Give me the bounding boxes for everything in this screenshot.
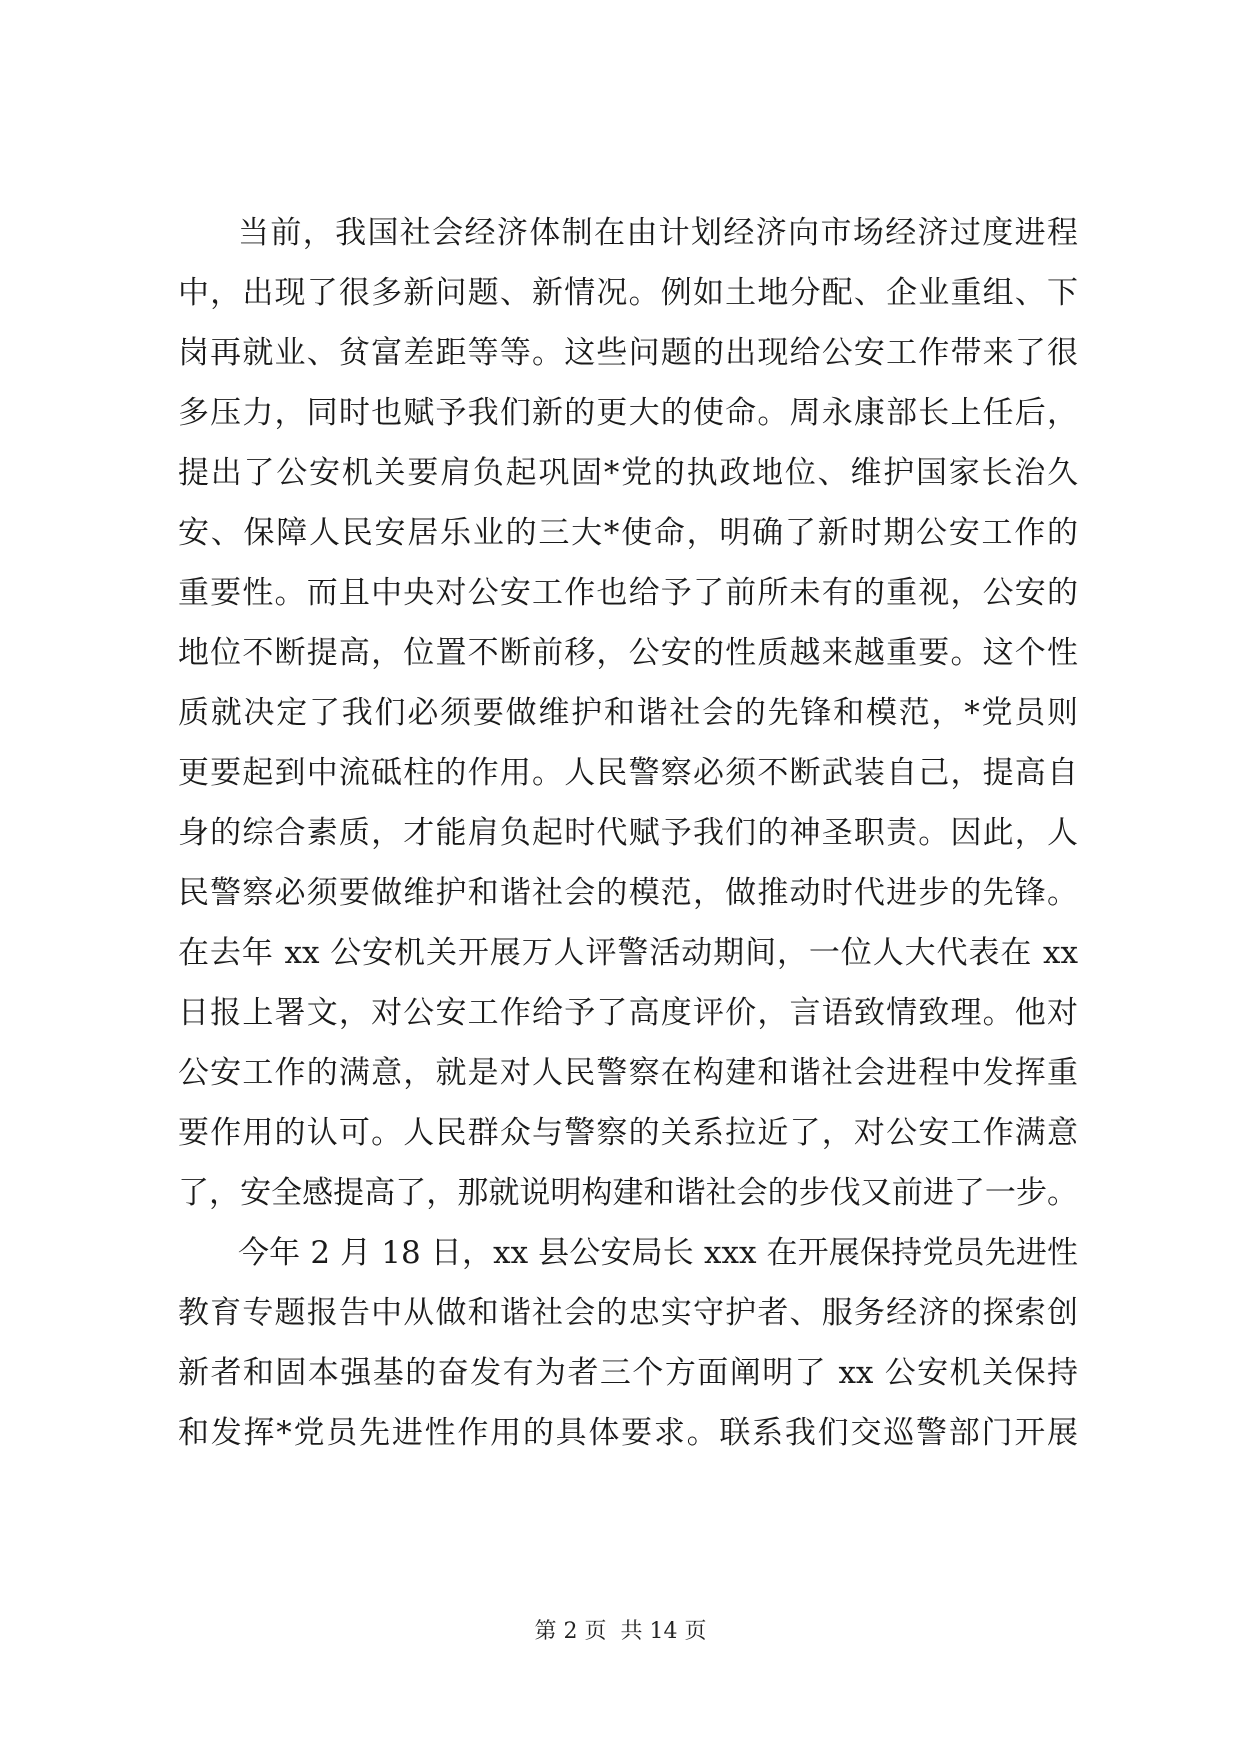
paragraph-line: 安、保障人民安居乐业的三大*使命，明确了新时期公安工作的 bbox=[178, 515, 1078, 551]
paragraph-line: 更要起到中流砥柱的作用。人民警察必须不断武装自己，提高自 bbox=[178, 755, 1078, 791]
paragraph-line: 公安工作的满意，就是对人民警察在构建和谐社会进程中发挥重 bbox=[178, 1055, 1078, 1091]
paragraph-line: 民警察必须要做维护和谐社会的模范，做推动时代进步的先锋。 bbox=[178, 875, 1078, 911]
paragraph-line: 重要性。而且中央对公安工作也给予了前所未有的重视，公安的 bbox=[178, 575, 1078, 611]
paragraph-line: 在去年 xx 公安机关开展万人评警活动期间，一位人大代表在 xx bbox=[178, 935, 1078, 971]
paragraph-line: 日报上署文，对公安工作给予了高度评价，言语致情致理。他对 bbox=[178, 995, 1078, 1031]
paragraph-line: 了，安全感提高了，那就说明构建和谐社会的步伐又前进了一步。 bbox=[178, 1175, 1078, 1211]
page-number: 第 2 页 bbox=[534, 1619, 607, 1644]
paragraph-line: 中，出现了很多新问题、新情况。例如土地分配、企业重组、下 bbox=[178, 275, 1078, 311]
paragraph-line: 当前，我国社会经济体制在由计划经济向市场经济过度进程 bbox=[238, 215, 1078, 251]
page-total: 共 14 页 bbox=[620, 1619, 707, 1644]
paragraph-line: 多压力，同时也赋予我们新的更大的使命。周永康部长上任后， bbox=[178, 395, 1078, 431]
paragraph-line: 地位不断提高，位置不断前移，公安的性质越来越重要。这个性 bbox=[178, 635, 1078, 671]
paragraph-line: 今年 2 月 18 日，xx 县公安局长 xxx 在开展保持党员先进性 bbox=[238, 1235, 1078, 1271]
paragraph-line: 新者和固本强基的奋发有为者三个方面阐明了 xx 公安机关保持 bbox=[178, 1355, 1078, 1391]
paragraph-line: 岗再就业、贫富差距等等。这些问题的出现给公安工作带来了很 bbox=[178, 335, 1078, 371]
paragraph-line: 教育专题报告中从做和谐社会的忠实守护者、服务经济的探索创 bbox=[178, 1295, 1078, 1331]
paragraph-line: 身的综合素质，才能肩负起时代赋予我们的神圣职责。因此，人 bbox=[178, 815, 1078, 851]
page-footer bbox=[0, 1617, 1241, 1647]
paragraph-line: 和发挥*党员先进性作用的具体要求。联系我们交巡警部门开展 bbox=[178, 1415, 1078, 1451]
paragraph-line: 提出了公安机关要肩负起巩固*党的执政地位、维护国家长治久 bbox=[178, 455, 1078, 491]
paragraph-line: 要作用的认可。人民群众与警察的关系拉近了，对公安工作满意 bbox=[178, 1115, 1078, 1151]
paragraph-line: 质就决定了我们必须要做维护和谐社会的先锋和模范，*党员则 bbox=[178, 695, 1078, 731]
